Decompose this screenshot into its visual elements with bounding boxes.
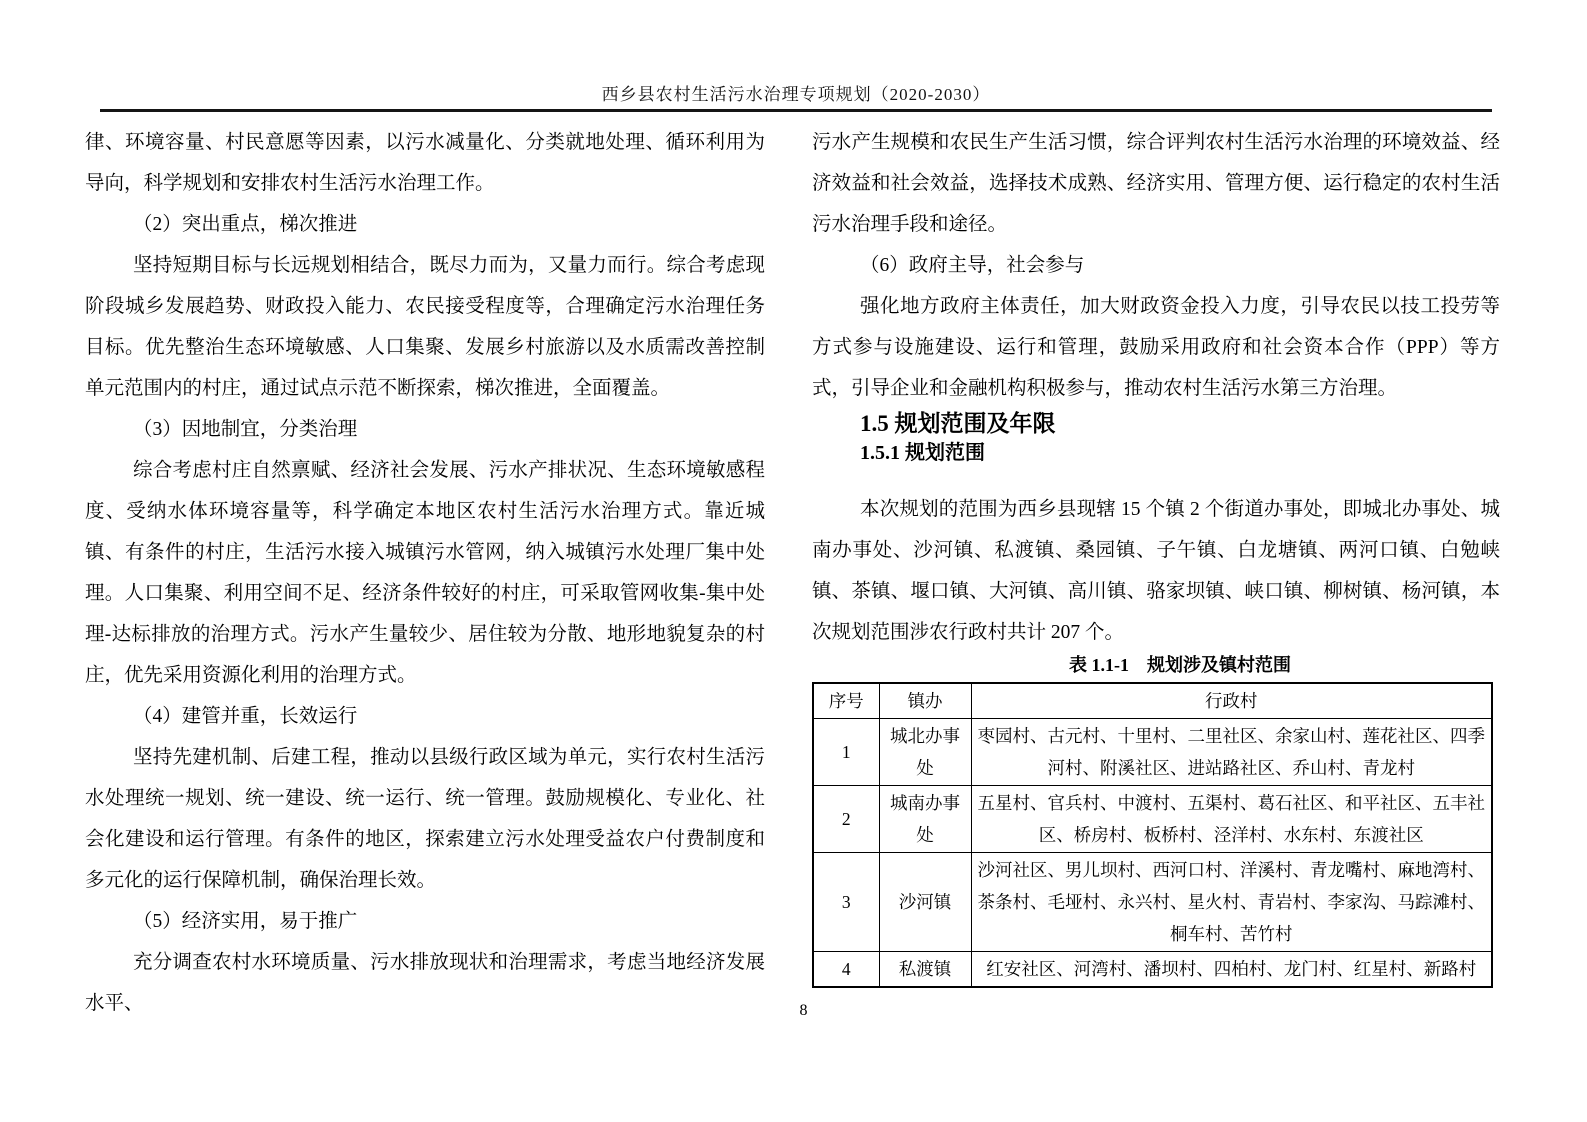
page-number: 8 bbox=[799, 1002, 808, 1019]
column-header-town: 镇办 bbox=[879, 683, 971, 719]
cell-town: 沙河镇 bbox=[879, 853, 971, 952]
list-item-heading: （3）因地制宜，分类治理 bbox=[133, 419, 358, 440]
list-item-heading: （2）突出重点，梯次推进 bbox=[133, 214, 358, 235]
right-column bbox=[812, 122, 1500, 988]
left-column bbox=[85, 122, 765, 1024]
body-paragraph: 污水产生规模和农民生产生活习惯，综合评判农村生活污水治理的环境效益、经济效益和社会效益，选择技术成熟、经济实用、管理方便、运行稳定的农村生活污水治理手段和途径。 bbox=[812, 132, 1500, 235]
cell-index: 4 bbox=[813, 952, 879, 988]
scope-paragraph: 本次规划的范围为西乡县现辖 15 个镇 2 个街道办事处，即城北办事处、城南办事处、沙河镇、私渡镇、桑园镇、子午镇、白龙塘镇、两河口镇、白勉峡镇、茶镇、堰口镇、大河镇、高川镇、骆家坝镇、峡口镇、柳树镇、杨河镇，本次规划范围涉农行政村共计 207 个。 bbox=[812, 499, 1500, 643]
list-item-heading: （5）经济实用，易于推广 bbox=[133, 911, 358, 932]
cell-town: 城北办事处 bbox=[879, 719, 971, 786]
cell-villages: 沙河社区、男儿坝村、西河口村、洋溪村、青龙嘴村、麻地湾村、茶条村、毛垭村、永兴村、星火村、青岩村、李家沟、马踪滩村、桐车村、苦竹村 bbox=[971, 853, 1492, 952]
table-caption: 表 1.1-1 规划涉及镇村范围 bbox=[1069, 655, 1291, 675]
cell-index: 3 bbox=[813, 853, 879, 952]
cell-index: 2 bbox=[813, 786, 879, 853]
table-row bbox=[813, 719, 1492, 786]
table-header-row bbox=[813, 683, 1492, 719]
column-header-index: 序号 bbox=[813, 683, 879, 719]
table-row bbox=[813, 786, 1492, 853]
document-header-title: 西乡县农村生活污水治理专项规划（2020-2030） bbox=[601, 85, 991, 104]
table-row bbox=[813, 853, 1492, 952]
body-paragraph: 强化地方政府主体责任，加大财政资金投入力度，引导农民以技工投劳等方式参与设施建设、运行和管理，鼓励采用政府和社会资本合作（PPP）等方式，引导企业和金融机构积极参与，推动农村生活污水第三方治理。 bbox=[812, 296, 1500, 399]
cell-villages: 红安社区、河湾村、潘坝村、四柏村、龙门村、红星村、新路村 bbox=[971, 952, 1492, 988]
section-heading-1-5: 1.5 规划范围及年限 bbox=[860, 411, 1056, 436]
cell-town: 城南办事处 bbox=[879, 786, 971, 853]
towns-villages-table bbox=[812, 682, 1493, 988]
cell-town: 私渡镇 bbox=[879, 952, 971, 988]
body-paragraph: 坚持先建机制、后建工程，推动以县级行政区域为单元，实行农村生活污水处理统一规划、统一建设、统一运行、统一管理。鼓励规模化、专业化、社会化建设和运行管理。有条件的地区，探索建立污水处理受益农户付费制度和多元化的运行保障机制，确保治理长效。 bbox=[85, 747, 765, 891]
header-divider-line bbox=[100, 109, 1492, 112]
body-paragraph: 充分调查农村水环境质量、污水排放现状和治理需求，考虑当地经济发展水平、 bbox=[85, 952, 765, 1014]
body-paragraph: 综合考虑村庄自然禀赋、经济社会发展、污水产排状况、生态环境敏感程度、受纳水体环境容量等，科学确定本地区农村生活污水治理方式。靠近城镇、有条件的村庄，生活污水接入城镇污水管网，纳入城镇污水处理厂集中处理。人口集聚、利用空间不足、经济条件较好的村庄，可采取管网收集-集中处理-达标排放的治理方式。污水产生量较少、居住较为分散、地形地貌复杂的村庄，优先采用资源化利用的治理方式。 bbox=[85, 460, 765, 686]
body-paragraph: 坚持短期目标与长远规划相结合，既尽力而为，又量力而行。综合考虑现阶段城乡发展趋势、财政投入能力、农民接受程度等，合理确定污水治理任务目标。优先整治生态环境敏感、人口集聚、发展乡村旅游以及水质需改善控制单元范围内的村庄，通过试点示范不断探索，梯次推进，全面覆盖。 bbox=[85, 255, 765, 399]
list-item-heading: （4）建管并重，长效运行 bbox=[133, 706, 358, 727]
column-header-villages: 行政村 bbox=[971, 683, 1492, 719]
subsection-heading-1-5-1: 1.5.1 规划范围 bbox=[860, 442, 985, 464]
table-row bbox=[813, 952, 1492, 988]
cell-index: 1 bbox=[813, 719, 879, 786]
list-item-heading: （6）政府主导，社会参与 bbox=[860, 255, 1085, 276]
cell-villages: 枣园村、古元村、十里村、二里社区、余家山村、莲花社区、四季河村、附溪社区、进站路社区、乔山村、青龙村 bbox=[971, 719, 1492, 786]
body-paragraph: 律、环境容量、村民意愿等因素，以污水减量化、分类就地处理、循环利用为导向，科学规划和安排农村生活污水治理工作。 bbox=[85, 132, 765, 194]
cell-villages: 五星村、官兵村、中渡村、五渠村、葛石社区、和平社区、五丰社区、桥房村、板桥村、泾洋村、水东村、东渡社区 bbox=[971, 786, 1492, 853]
